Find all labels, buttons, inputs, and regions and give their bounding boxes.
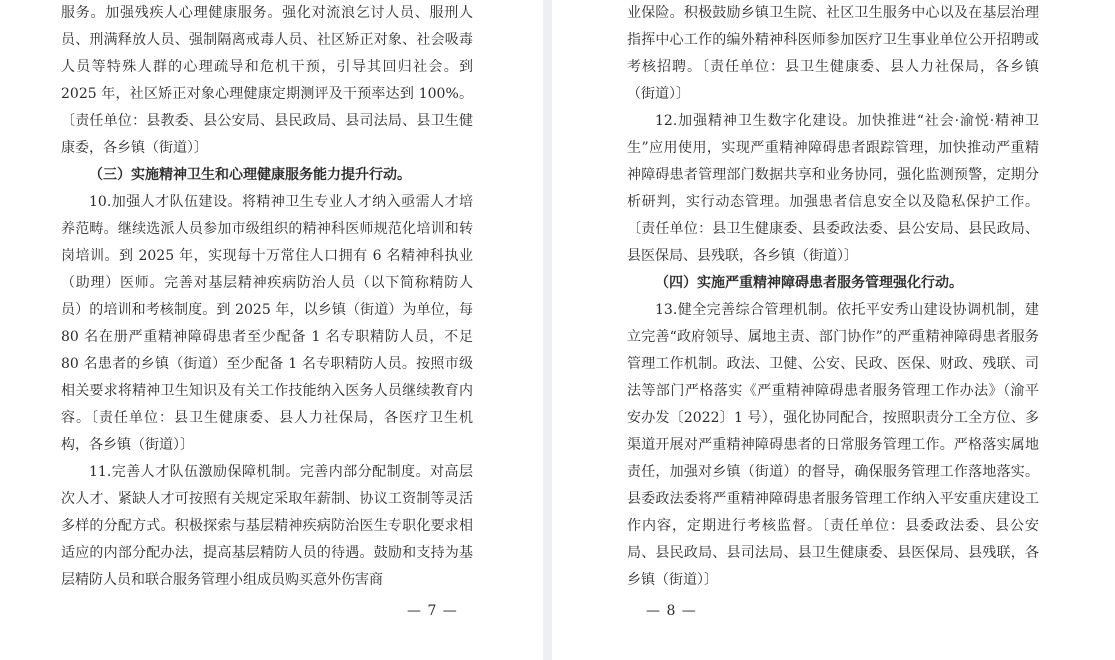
document-page-8 [552, 0, 1115, 660]
paragraph-continuation: 业保险。积极鼓励乡镇卫生院、社区卫生服务中心以及在基层治理指挥中心工作的编外精神科医师参加医疗卫生事业单位公开招聘或考核招聘。〔责任单位：县卫生健康委、县人力社保局，各乡镇（街道）〕 [627, 5, 1039, 102]
section-heading-3: （三）实施精神卫生和心理健康服务能力提升行动。 [89, 167, 411, 183]
paragraph-item-13: 13.健全完善综合管理机制。依托平安秀山建设协调机制，建立完善“政府领导、属地主责、部门协作”的严重精神障碍患者服务管理工作机制。政法、卫健、公安、民政、医保、财政、残联、司法等部门严格落实《严重精神障碍患者服务管理工作办法》（渝平安办发〔2022〕1 号），强化协同配合，按照职责分工全方位、多渠道开展对严重精神障碍患者的日常服务管理工作。严格落实属地责任，加强对乡镇（街道）的督导，确保服务管理工作落地落实。县委政法委将严重精神障碍患者服务管理工作纳入平安重庆建设工作内容，定期进行考核监督。〔责任单位：县委政法委、县公安局、县民政局、县司法局、县卫生健康委、县医保局、县残联，各乡镇（街道）〕 [627, 302, 1039, 588]
paragraph-item-12: 12.加强精神卫生数字化建设。加快推进“社会·渝悦·精神卫生”应用使用，实现严重精神障碍患者跟踪管理，加快推动严重精神障碍患者管理部门数据共享和业务协同，强化监测预警，定期分析研判，实行动态管理。加强患者信息安全以及隐私保护工作。〔责任单位：县卫生健康委、县委政法委、县公安局、县民政局、县医保局、县残联，各乡镇（街道）〕 [627, 113, 1039, 264]
page-number: — 8 — [646, 603, 697, 619]
page-number: — 7 — [407, 603, 458, 619]
section-heading-4: （四）实施严重精神障碍患者服务管理强化行动。 [655, 275, 963, 291]
document-page-7 [0, 0, 543, 660]
paragraph-item-11: 11.完善人才队伍激励保障机制。完善内部分配制度。对高层次人才、紧缺人才可按照有关规定采取年薪制、协议工资制等灵活多样的分配方式。积极探索与基层精神疾病防治医生专职化要求相适应的内部分配办法，提高基层精防人员的待遇。鼓励和支持为基层精防人员和联合服务管理小组成员购买意外伤害商 [61, 464, 473, 588]
paragraph-continuation: 服务。加强残疾人心理健康服务。强化对流浪乞讨人员、服刑人员、刑满释放人员、强制隔离戒毒人员、社区矫正对象、社会吸毒人员等特殊人群的心理疏导和危机干预，引导其回归社会。到2025 年，社区矫正对象心理健康定期测评及干预率达到 100%。〔责任单位：县教委、县公安局、县民政局、县司法局、县卫生健康委，各乡镇（街道）〕 [61, 5, 473, 156]
page-7-body [61, 0, 473, 594]
page-8-body [627, 0, 1039, 594]
paragraph-item-10: 10.加强人才队伍建设。将精神卫生专业人才纳入亟需人才培养范畴。继续选派人员参加市级组织的精神科医师规范化培训和转岗培训。到 2025 年，实现每十万常住人口拥有 6 名精神科执业（助理）医师。完善对基层精神疾病防治人员（以下简称精防人员）的培训和考核制度。到 2025 年，以乡镇（街道）为单位，每 80 名在册严重精神障碍患者至少配备 1 名专职精防人员，不足 80 名患者的乡镇（街道）至少配备 1 名专职精防人员。按照市级相关要求将精神卫生知识及有关工作技能纳入医务人员继续教育内容。〔责任单位：县卫生健康委、县人力社保局，各医疗卫生机构，各乡镇（街道）〕 [61, 194, 473, 453]
